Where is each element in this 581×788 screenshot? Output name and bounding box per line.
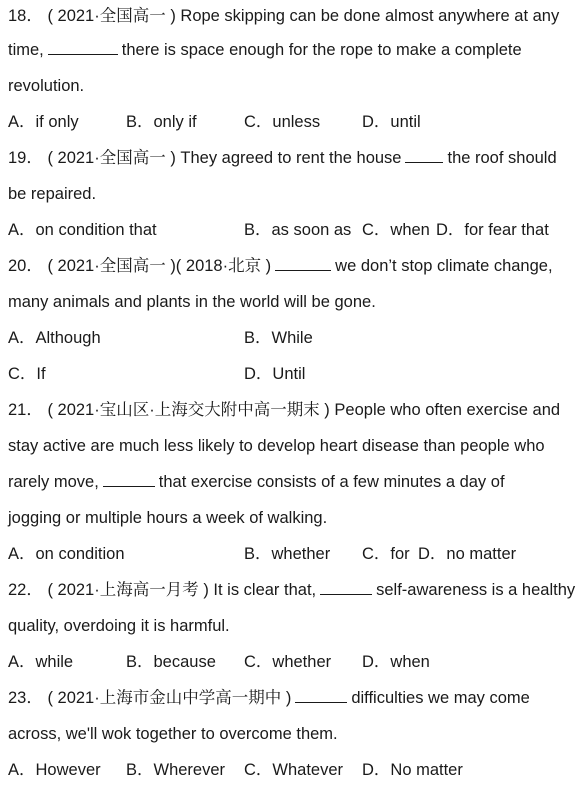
question-21-line-3 bbox=[8, 464, 575, 500]
stem-text: difficulties we may come bbox=[351, 689, 530, 707]
question-20-line-1 bbox=[8, 248, 575, 284]
question-number: 21． bbox=[8, 401, 43, 419]
stem-text: rarely move, bbox=[8, 473, 99, 491]
question-source: ( 2021·上海市金山中学高一期中 ) bbox=[47, 689, 292, 707]
option-a: A．on condition that bbox=[8, 221, 157, 239]
option-a: A．if only bbox=[8, 113, 79, 131]
question-20-line-2 bbox=[8, 284, 575, 320]
option-c: C．when bbox=[362, 221, 430, 239]
option-d: D．when bbox=[362, 653, 430, 671]
question-22-line-2 bbox=[8, 608, 575, 644]
option-a: A．Although bbox=[8, 329, 101, 347]
question-23-line-2 bbox=[8, 716, 575, 752]
question-20-options-2 bbox=[8, 356, 575, 392]
option-a: A．However bbox=[8, 761, 101, 779]
stem-text: there is space enough for the rope to make a complete bbox=[121, 41, 522, 59]
option-b: B．While bbox=[244, 329, 313, 347]
stem-text: across, we'll wok together to overcome them. bbox=[8, 725, 338, 743]
option-d: D．until bbox=[362, 113, 421, 131]
option-d: D．no matter bbox=[418, 545, 517, 563]
answer-blank bbox=[48, 39, 118, 55]
question-number: 19． bbox=[8, 149, 43, 167]
question-source: ( 2021·全国高一 ) bbox=[47, 7, 176, 25]
question-21-line-2 bbox=[8, 428, 575, 464]
question-number: 18． bbox=[8, 7, 43, 25]
question-18-options bbox=[8, 104, 575, 140]
stem-text: They agreed to rent the house bbox=[180, 149, 402, 167]
question-21-line-1 bbox=[8, 392, 575, 428]
question-21-options bbox=[8, 536, 575, 572]
stem-text: we don’t stop climate change, bbox=[335, 257, 553, 275]
answer-blank bbox=[103, 471, 155, 487]
option-b: B．because bbox=[126, 653, 216, 671]
stem-text: that exercise consists of a few minutes a day of bbox=[158, 473, 505, 491]
option-b: B．whether bbox=[244, 545, 331, 563]
question-18-line-3 bbox=[8, 68, 575, 104]
stem-text: many animals and plants in the world will be gone. bbox=[8, 293, 376, 311]
stem-text: stay active are much less likely to develop heart disease than people who bbox=[8, 437, 545, 455]
question-22-options bbox=[8, 644, 575, 680]
question-source: ( 2021·全国高一 ) bbox=[47, 149, 176, 167]
question-23-line-1 bbox=[8, 680, 575, 716]
option-d: D．No matter bbox=[362, 761, 463, 779]
stem-text: People who often exercise and bbox=[334, 401, 561, 419]
question-19-line-1 bbox=[8, 140, 575, 176]
question-source: ( 2021·全国高一 )( 2018·北京 ) bbox=[47, 257, 272, 275]
stem-text: Rope skipping can be done almost anywhere at any bbox=[180, 7, 560, 25]
answer-blank bbox=[320, 579, 372, 595]
stem-text: It is clear that, bbox=[213, 581, 317, 599]
stem-text: quality, overdoing it is harmful. bbox=[8, 617, 230, 635]
answer-blank bbox=[275, 255, 331, 271]
question-number: 23． bbox=[8, 689, 43, 707]
question-number: 20． bbox=[8, 257, 43, 275]
answer-blank bbox=[295, 687, 347, 703]
option-d: D．for fear that bbox=[436, 221, 549, 239]
option-a: A．while bbox=[8, 653, 74, 671]
option-c: C．Whatever bbox=[244, 761, 344, 779]
question-source: ( 2021·宝山区·上海交大附中高一期末 ) bbox=[47, 401, 330, 419]
option-d: D．Until bbox=[244, 365, 306, 383]
stem-text: be repaired. bbox=[8, 185, 97, 203]
question-22-line-1 bbox=[8, 572, 575, 608]
stem-text: self-awareness is a healthy bbox=[376, 581, 576, 599]
stem-text: time, bbox=[8, 41, 44, 59]
question-number: 22． bbox=[8, 581, 43, 599]
question-20-options-1 bbox=[8, 320, 575, 356]
question-source: ( 2021·上海高一月考 ) bbox=[47, 581, 209, 599]
question-18-line-1 bbox=[8, 0, 575, 34]
option-c: C．If bbox=[8, 365, 46, 383]
question-19-options bbox=[8, 212, 575, 248]
option-c: C．unless bbox=[244, 113, 321, 131]
option-b: B．as soon as bbox=[244, 221, 352, 239]
option-c: C．for bbox=[362, 545, 410, 563]
option-b: B．Wherever bbox=[126, 761, 226, 779]
stem-text: the roof should bbox=[447, 149, 557, 167]
option-c: C．whether bbox=[244, 653, 332, 671]
answer-blank bbox=[405, 147, 443, 163]
option-b: B．only if bbox=[126, 113, 197, 131]
question-18-line-2 bbox=[8, 32, 575, 68]
question-21-line-4 bbox=[8, 500, 575, 536]
stem-text: jogging or multiple hours a week of walking. bbox=[8, 509, 328, 527]
question-19-line-2 bbox=[8, 176, 575, 212]
stem-text: revolution. bbox=[8, 77, 85, 95]
option-a: A．on condition bbox=[8, 545, 125, 563]
